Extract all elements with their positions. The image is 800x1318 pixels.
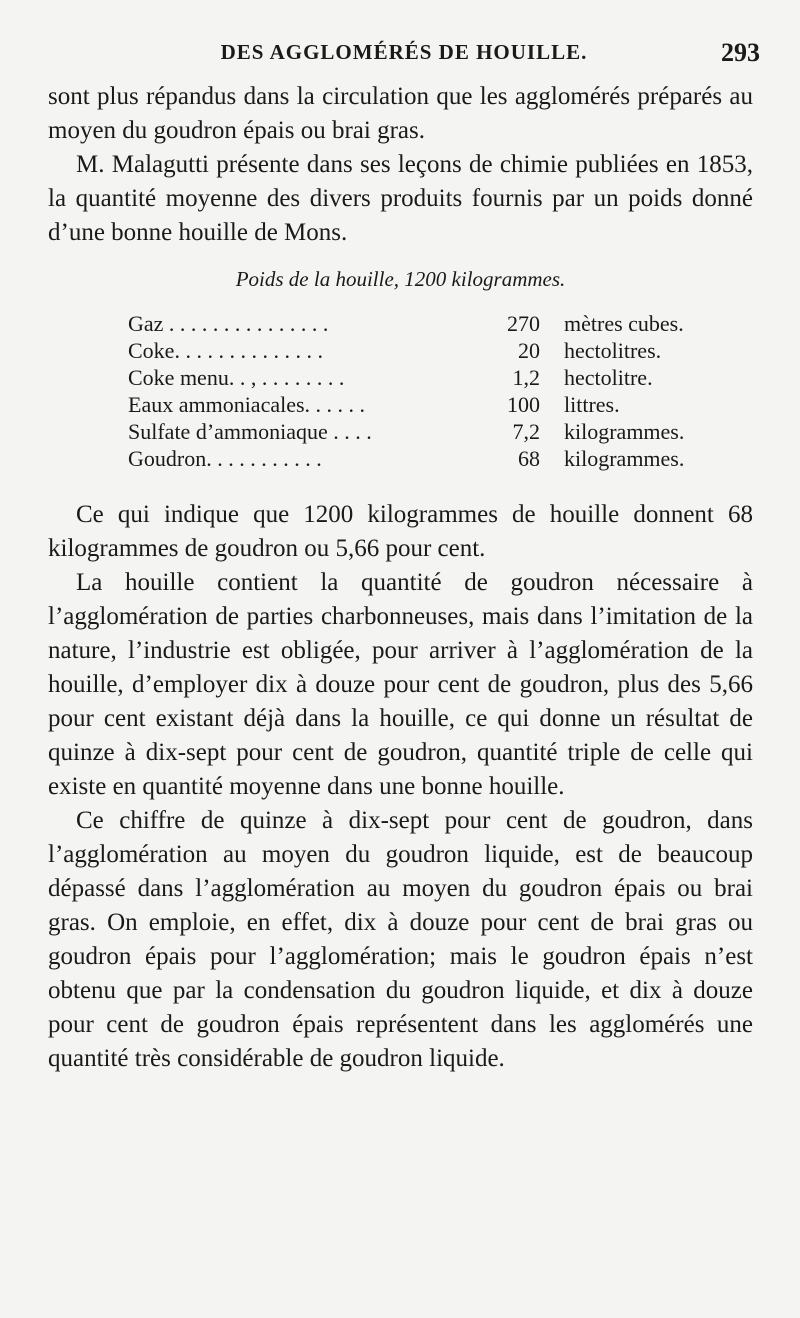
paragraph: M. Malagutti présente dans ses leçons de chimie publiées en 1853, la quantité moyenne des divers produits fournis par un poids donné d’une bonne houille de Mons. <box>48 151 753 246</box>
row-label: Coke. . . . . . . . . . . . . . <box>128 338 323 363</box>
table-caption: Poids de la houille, 1200 kilogrammes. <box>235 267 566 291</box>
row-quantity: 270 <box>507 311 540 336</box>
row-label: Sulfate d’ammoniaque . . . . <box>128 419 372 444</box>
row-unit: littres. <box>564 392 620 417</box>
row-label: Goudron. . . . . . . . . . . <box>128 446 322 471</box>
running-title: DES AGGLOMÉRÉS DE HOUILLE. <box>220 40 588 64</box>
table-row <box>128 310 688 337</box>
row-label: Coke menu. . , . . . . . . . . <box>128 365 345 390</box>
products-table <box>128 310 688 472</box>
paragraph: sont plus répandus dans la circulation que les agglomérés préparés au moyen du goudron épais ou brai gras. <box>48 83 753 144</box>
table-row <box>128 418 688 445</box>
row-unit: hectolitre. <box>564 365 653 390</box>
row-quantity: 68 <box>518 446 540 471</box>
table-row <box>128 364 688 391</box>
table-row <box>128 337 688 364</box>
row-quantity: 7,2 <box>512 419 540 444</box>
row-quantity: 100 <box>507 392 540 417</box>
table-row <box>128 445 688 472</box>
paragraph: La houille contient la quantité de goudron nécessaire à l’agglomération de parties charbonneuses, mais dans l’imitation de la nature, l’industrie est obligée, pour arriver à l’agglomération de la houille, d’employer dix à douze pour cent de goudron, plus des 5,66 pour cent existant déjà dans la houille, ce qui donne un résultat de quinze à dix-sept pour cent de goudron, quantité triple de celle qui existe en quantité moyenne dans une bonne houille. <box>48 569 753 800</box>
row-unit: hectolitres. <box>564 338 662 363</box>
row-quantity: 20 <box>518 338 540 363</box>
row-unit: mètres cubes. <box>564 311 684 336</box>
page-number: 293 <box>721 38 760 67</box>
row-unit: kilogrammes. <box>564 446 685 471</box>
row-unit: kilogrammes. <box>564 419 685 444</box>
running-head <box>48 38 760 70</box>
paragraph: Ce qui indique que 1200 kilogrammes de houille donnent 68 kilogrammes de goudron ou 5,66 pour cent. <box>48 501 753 562</box>
table-row <box>128 391 688 418</box>
row-quantity: 1,2 <box>512 365 540 390</box>
row-label: Gaz . . . . . . . . . . . . . . . <box>128 311 329 336</box>
row-label: Eaux ammoniacales. . . . . . <box>128 392 366 417</box>
paragraph: Ce chiffre de quinze à dix-sept pour cent de goudron, dans l’agglomération au moyen du goudron liquide, est de beaucoup dépassé dans l’agglomération au moyen du goudron épais ou brai gras. On emploie, en effet, dix à douze pour cent de brai gras ou goudron épais pour l’agglomération; mais le goudron épais n’est obtenu que par la condensation du goudron liquide, et dix à douze pour cent de goudron épais représentent dans les agglomérés une quantité très considérable de goudron liquide. <box>48 807 753 1072</box>
body-text <box>48 80 753 1076</box>
